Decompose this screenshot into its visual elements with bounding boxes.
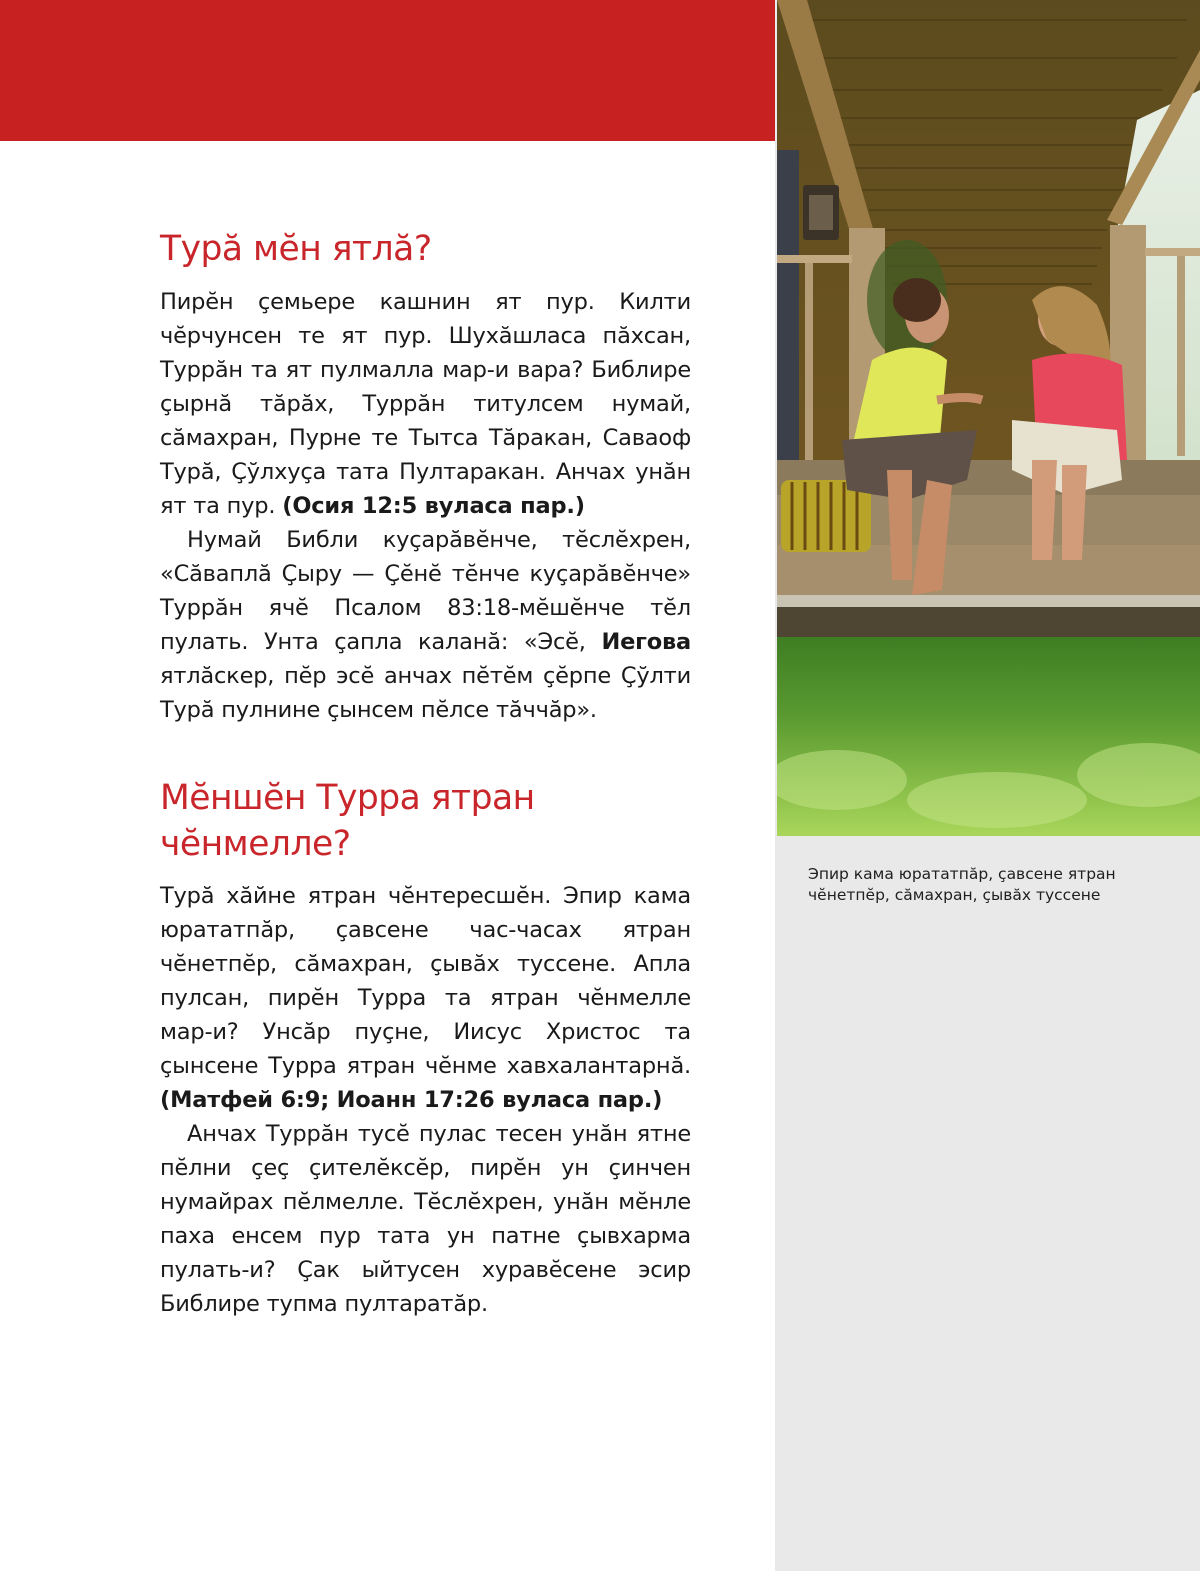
scripture-reference: (Осия 12:5 вуласа пар.) bbox=[282, 493, 585, 519]
paragraph bbox=[160, 523, 691, 727]
paragraph bbox=[160, 285, 691, 523]
section-heading-gods-name: Турă мĕн ятлă? bbox=[160, 229, 432, 269]
photo-women-on-porch bbox=[777, 0, 1200, 836]
paragraph bbox=[160, 1117, 691, 1321]
paragraph-text: ятлăскер, пĕр эсĕ анчах пĕтĕм çĕрпе Çўлти Турă пулнине çынсем пĕлсе тăччăр». bbox=[160, 663, 691, 723]
paragraph-text: Турă хăйне ятран чĕнтересшĕн. Эпир кама юрататпăр, çавсене час-часах ятран чĕнетпĕр, сăмахран, çывăх туссене. Апла пулсан, пирĕн Турра та ятран чĕнмелле мар-и? Унсăр пуçне, Иисус Христос та çынсене Турра ятран чĕнме хавхалантарнă. bbox=[160, 883, 691, 1079]
header-red-band bbox=[0, 0, 777, 141]
paragraph-text: Нумай Библи куçарăвĕнче, тĕслĕхрен, «Сăваплă Çыру — Çĕнĕ тĕнче куçарăвĕнче» Туррăн ячĕ Псалом 83:18-мĕшĕнче тĕл пулать. Унта çапла каланă: «Эсĕ, bbox=[160, 527, 691, 655]
paragraph-text: Пирĕн çемьере кашнин ят пур. Килти чĕрчунсен те ят пур. Шухăшласа пăхсан, Туррăн та ят пулмалла мар-и вара? Библире çырнă тăрăх, Туррăн титулсем нумай, сăмахран, Пурне те Тытса Тăракан, Саваоф Турă, Çўлхуçа тата Пултаракан. Анчах унăн ят та пур. bbox=[160, 289, 691, 519]
section-heading-why-use-name: Мĕншĕн Турра ятран чĕнмелле? bbox=[160, 778, 535, 864]
scripture-reference: (Матфей 6:9; Иоанн 17:26 вуласа пар.) bbox=[160, 1087, 663, 1113]
main-article bbox=[160, 226, 691, 1321]
porch-photo-illustration bbox=[777, 0, 1200, 836]
paragraph bbox=[160, 879, 691, 1117]
photo-caption: Эпир кама юрататпăр, çавсене ятран чĕнетпĕр, сăмахран, çывăх туссене bbox=[808, 865, 1116, 904]
emphasized-name: Иегова bbox=[601, 629, 691, 655]
paragraph-text: Анчах Туррăн тусĕ пулас тесен унăн ятне пĕлни çеç çителĕксĕр, пирĕн ун çинчен нумайрах пĕлмелле. Тĕслĕхрен, унăн мĕнле паха енсем пур тата ун патне çывхарма пулать-и? Çак ыйтусен хуравĕсене эсир Библире тупма пултаратăр. bbox=[160, 1121, 691, 1317]
